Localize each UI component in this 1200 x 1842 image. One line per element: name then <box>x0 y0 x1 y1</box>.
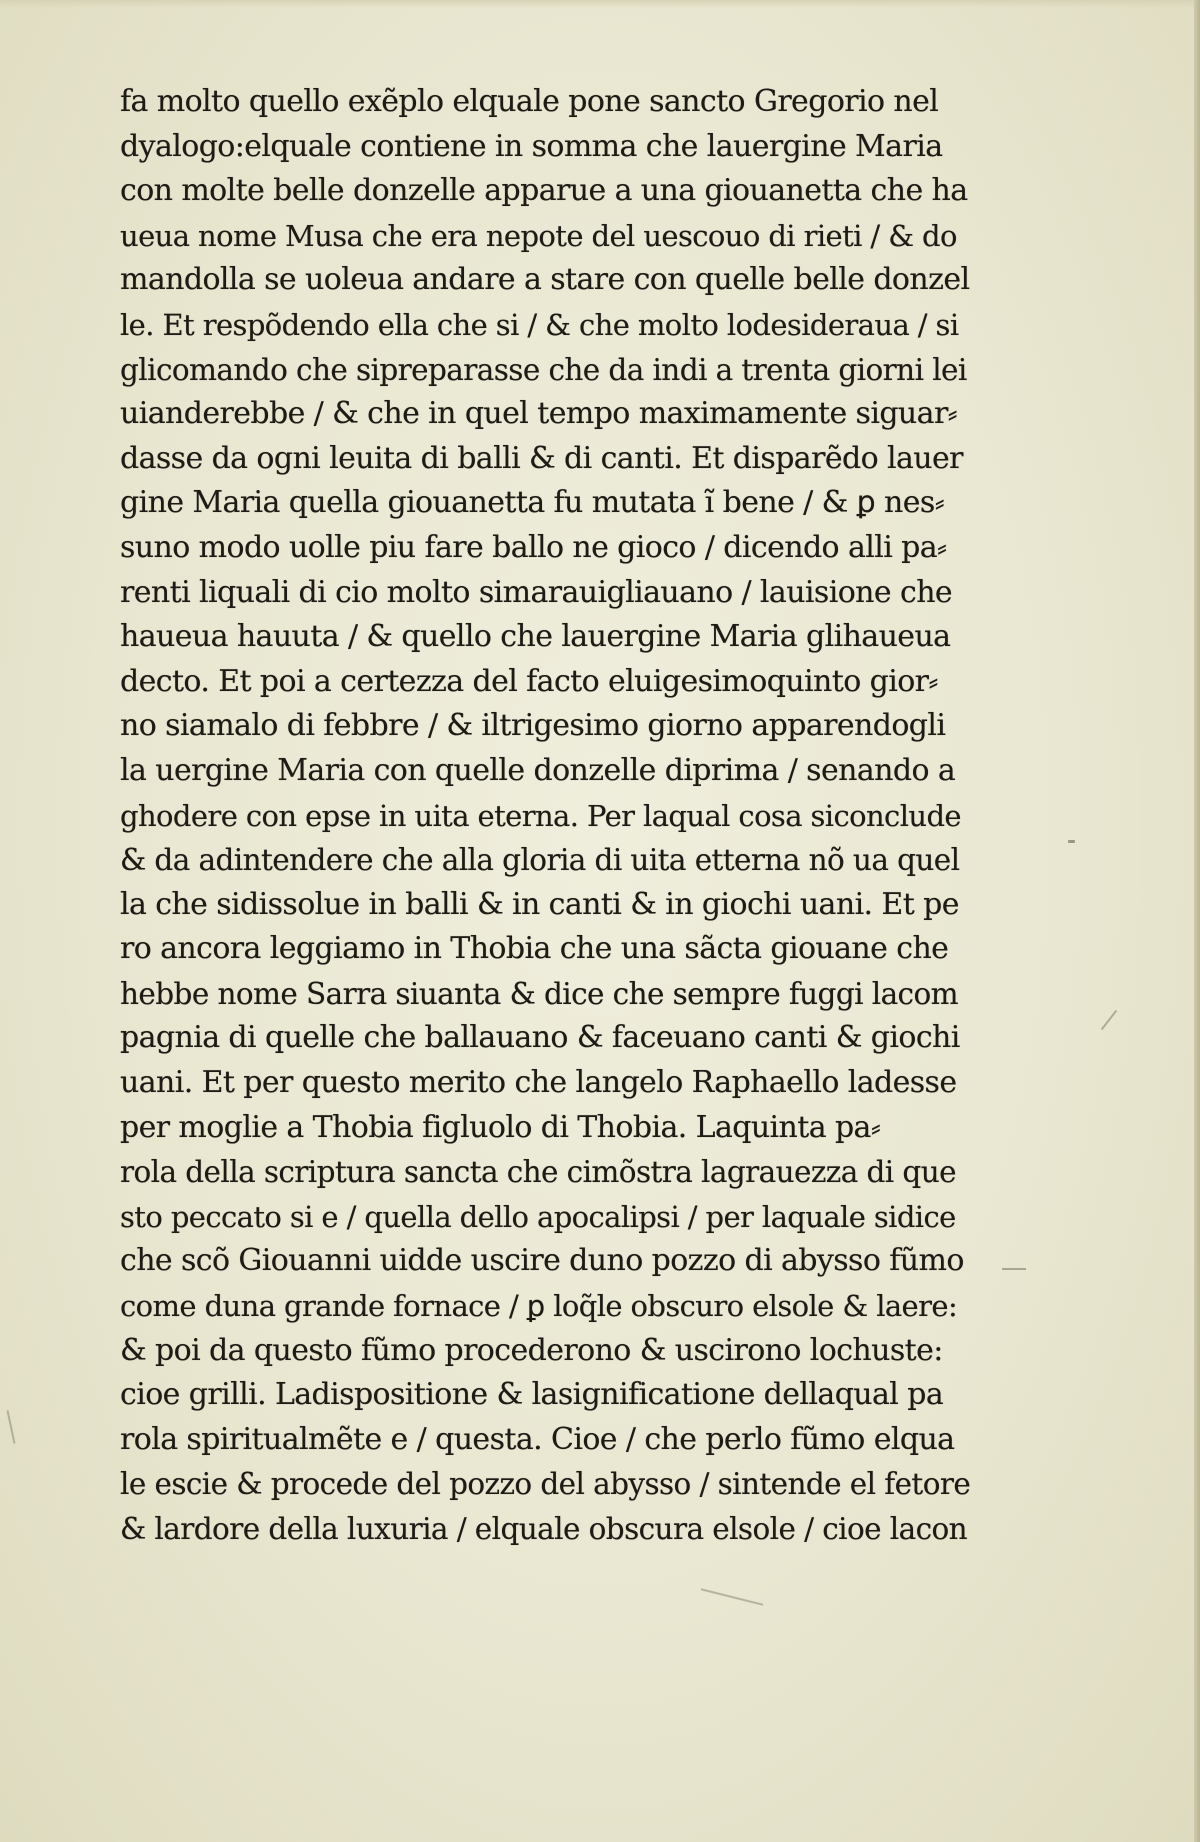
text-line: pagnia di quelle che ballauano & faceuano canti & giochi <box>120 1020 960 1056</box>
text-line: decto. Et poi a certezza del facto eluigesimoquinto gior⸗ <box>120 663 938 699</box>
text-line: dasse da ogni leuita di balli & di canti. Et disparẽdo lauer <box>120 440 963 476</box>
text-line: no siamalo di febbre / & iltrigesimo giorno apparendogli <box>120 708 946 744</box>
margin-mark <box>6 1410 15 1444</box>
text-line: uianderebbe / & che in quel tempo maximamente siguar⸗ <box>120 396 958 432</box>
text-line: che scõ Giouanni uidde uscire duno pozzo di abysso fũmo <box>120 1243 964 1279</box>
text-line: la uergine Maria con quelle donzelle diprima / senando a <box>120 752 956 788</box>
text-line: ueua nome Musa che era nepote del uescouo di rieti / & do <box>120 218 957 253</box>
text-line: rola della scriptura sancta che cimõstra lagrauezza di que <box>120 1155 956 1190</box>
text-line: renti liquali di cio molto simarauigliauano / lauisione che <box>120 574 953 610</box>
text-line: fa molto quello exẽplo elquale pone sancto Gregorio nel <box>120 84 939 119</box>
page-right-edge <box>1194 0 1200 1842</box>
text-line: come duna grande fornace / ꝑ loq̃le obscuro elsole & laere: <box>120 1289 958 1324</box>
text-line: dyalogo:elquale contiene in somma che lauergine Maria <box>120 128 943 164</box>
text-line: mandolla se uoleua andare a stare con quelle belle donzel <box>120 262 970 298</box>
text-line: cioe grilli. Ladispositione & lasignificatione dellaqual pa <box>120 1377 944 1413</box>
text-line: haueua hauuta / & quello che lauergine Maria glihaueua <box>120 619 951 655</box>
page-top-edge <box>0 0 1200 8</box>
text-line: rola spiritualmẽte e / questa. Cioe / che perlo fũmo elqua <box>120 1421 955 1457</box>
text-line: sto peccato si e / quella dello apocalipsi / per laquale sidice <box>120 1199 956 1234</box>
text-line: & da adintendere che alla gloria di uita etterna nõ ua quel <box>120 843 960 878</box>
text-line: uani. Et per questo merito che langelo Raphaello ladesse <box>120 1065 957 1101</box>
text-line: suno modo uolle piu fare ballo ne gioco / dicendo alli pa⸗ <box>120 529 947 565</box>
text-line: la che sidissolue in balli & in canti & in giochi uani. Et pe <box>120 886 959 922</box>
text-line: per moglie a Thobia figluolo di Thobia. Laquinta pa⸗ <box>120 1109 881 1145</box>
ink-speck <box>1068 840 1075 843</box>
text-line: le escie & procede del pozzo del abysso / sintende el fetore <box>120 1467 971 1502</box>
text-line: glicomando che sipreparasse che da indi a trenta giorni lei <box>120 352 967 387</box>
text-line: le. Et respõdendo ella che si / & che molto lodesideraua / si <box>120 307 959 342</box>
margin-mark <box>1101 1010 1117 1030</box>
text-line: & poi da questo fũmo procederono & uscirono lochuste: <box>120 1332 943 1368</box>
text-line: ghodere con epse in uita eterna. Per laqual cosa siconclude <box>120 798 961 833</box>
text-line: ro ancora leggiamo in Thobia che una sãcta giouane che <box>120 931 949 967</box>
text-line: gine Maria quella giouanetta fu mutata ĩ bene / & ꝑ nes⸗ <box>120 485 945 521</box>
text-line: & lardore della luxuria / elquale obscura elsole / cioe lacon <box>120 1512 968 1546</box>
ink-stroke <box>701 1588 764 1605</box>
printed-text-block <box>120 80 970 1552</box>
text-line: con molte belle donzelle apparue a una giouanetta che ha <box>120 173 968 209</box>
text-line: hebbe nome Sarra siuanta & dice che sempre fuggi lacom <box>120 976 959 1011</box>
margin-mark <box>1002 1268 1026 1270</box>
